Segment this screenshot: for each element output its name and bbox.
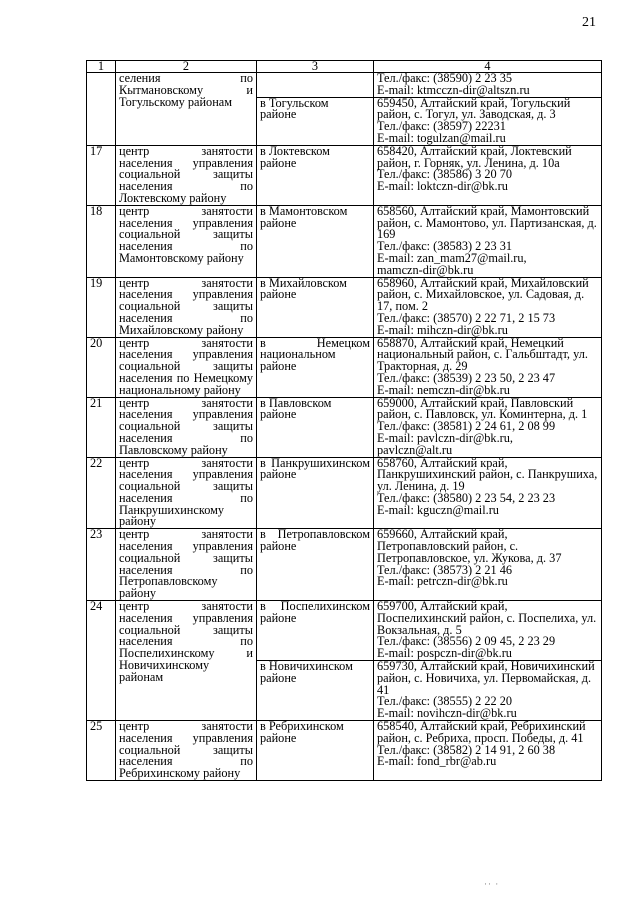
district-cell: в Павловском районе: [257, 397, 374, 457]
table-row: [87, 205, 602, 277]
row-number: 21: [87, 397, 116, 457]
organization-name: центр занятости населения управления социальной защиты населения по Петропавловскому району: [116, 529, 257, 601]
contact-cell: 659700, Алтайский край, Поспелихинский район, с. Поспелиха, ул. Вокзальная, д. 5 Тел./факс: (38556) 2 09 45, 2 23 29 E-mail: pospczn-dir@bk.ru: [374, 601, 602, 661]
row-number: 20: [87, 337, 116, 397]
row-number: 17: [87, 145, 116, 205]
row-number: 18: [87, 205, 116, 277]
contact-cell: 659450, Алтайский край, Тогульский район, с. Тогул, ул. Заводская, д. 3 Тел./факс: (38597) 22231 E-mail: togulzan@mail.ru: [374, 97, 602, 145]
organization-name: центр занятости населения управления социальной защиты населения по Ребрихинскому району: [116, 721, 257, 781]
row-number: 19: [87, 277, 116, 337]
contact-cell: 659660, Алтайский край, Петропавловский район, с. Петропавловское, ул. Жукова, д. 37 Тел./факс: (38573) 2 21 46 E-mail: petrczn-dir@bk.ru: [374, 529, 602, 601]
organization-name: центр занятости населения управления социальной защиты населения по Панкрушихинскому району: [116, 457, 257, 529]
organization-name: центр занятости населения управления социальной защиты населения по Павловскому району: [116, 397, 257, 457]
margin-mark: ·· ·: [484, 879, 500, 889]
column-header-1: 1: [87, 61, 116, 73]
district-cell: в Ребрихинском районе: [257, 721, 374, 781]
table-header: [87, 61, 602, 73]
organization-name: селения по Кытмановскому и Тогульскому районам: [116, 73, 257, 146]
column-header-2: 2: [116, 61, 257, 73]
row-number: 22: [87, 457, 116, 529]
district-cell: в Мамонтовском районе: [257, 205, 374, 277]
district-cell: в Михайловском районе: [257, 277, 374, 337]
row-number: 23: [87, 529, 116, 601]
contact-cell: 658870, Алтайский край, Немецкий национальный район, с. Гальбштадт, ул. Тракторная, д. 29 Тел./факс: (38539) 2 23 50, 2 23 47 E-mail: nemczn-dir@bk.ru: [374, 337, 602, 397]
table-row: [87, 73, 602, 98]
table-row: [87, 337, 602, 397]
district-cell: [257, 73, 374, 98]
district-cell: в Немецком национальном районе: [257, 337, 374, 397]
table-row: [87, 397, 602, 457]
table-row: [87, 277, 602, 337]
organization-name: центр занятости населения управления социальной защиты населения по Локтевскому району: [116, 145, 257, 205]
column-header-4: 4: [374, 61, 602, 73]
table-row: [87, 145, 602, 205]
organization-name: центр занятости населения управления социальной защиты населения по Мамонтовскому району: [116, 205, 257, 277]
district-cell: в Локтевском районе: [257, 145, 374, 205]
table-body: [87, 73, 602, 781]
contact-cell: Тел./факс: (38590) 2 23 35 E-mail: ktmcczn-dir@altszn.ru: [374, 73, 602, 98]
contact-cell: 658540, Алтайский край, Ребрихинский район, с. Ребриха, просп. Победы, д. 41 Тел./факс: (38582) 2 14 91, 2 60 38 E-mail: fond_rbr@ab.ru: [374, 721, 602, 781]
district-cell: в Панкрушихинском районе: [257, 457, 374, 529]
organization-name: центр занятости населения управления социальной защиты населения по Михайловскому району: [116, 277, 257, 337]
row-number: [87, 73, 116, 146]
organization-name: центр занятости населения управления социальной защиты населения по Немецкому национальному району: [116, 337, 257, 397]
contact-cell: 659000, Алтайский край, Павловский район, с. Павловск, ул. Коминтерна, д. 1 Тел./факс: (38581) 2 24 61, 2 08 99 E-mail: pavlczn-dir@bk.ru, pavlczn@alt.ru: [374, 397, 602, 457]
organization-name: центр занятости населения управления социальной защиты населения по Поспелихинскому и Новичихинскому районам: [116, 601, 257, 721]
table-row: [87, 529, 602, 601]
table-row: [87, 721, 602, 781]
page-number: 21: [582, 15, 596, 30]
contact-cell: 658560, Алтайский край, Мамонтовский район, с. Мамонтово, ул. Партизанская, д. 169 Тел./факс: (38583) 2 23 31 E-mail: zan_mam27@mail.ru, mamczn-dir@bk.ru: [374, 205, 602, 277]
contact-cell: 659730, Алтайский край, Новичихинский район, с. Новичиха, ул. Первомайская, д. 41 Тел./факс: (38555) 2 22 20 E-mail: novihczn-dir@bk.ru: [374, 661, 602, 721]
contact-cell: 658760, Алтайский край, Панкрушихинский район, с. Панкрушиха, ул. Ленина, д. 19 Тел./факс: (38580) 2 23 54, 2 23 23 E-mail: kguczn@mail.ru: [374, 457, 602, 529]
district-cell: в Тогульском районе: [257, 97, 374, 145]
row-number: 24: [87, 601, 116, 721]
employment-centers-table: [86, 60, 602, 781]
column-header-3: 3: [257, 61, 374, 73]
row-number: 25: [87, 721, 116, 781]
table-row: [87, 457, 602, 529]
district-cell: в Поспелихинском районе: [257, 601, 374, 661]
district-cell: в Петропавловском районе: [257, 529, 374, 601]
contact-cell: 658960, Алтайский край, Михайловский район, с. Михайловское, ул. Садовая, д. 17, пом. 2 Тел./факс: (38570) 2 22 71, 2 15 73 E-mail: mihczn-dir@bk.ru: [374, 277, 602, 337]
contact-cell: 658420, Алтайский край, Локтевский район, г. Горняк, ул. Ленина, д. 10а Тел./факс: (38586) 3 20 70 E-mail: loktczn-dir@bk.ru: [374, 145, 602, 205]
table-row: [87, 601, 602, 661]
district-cell: в Новичихинском районе: [257, 661, 374, 721]
